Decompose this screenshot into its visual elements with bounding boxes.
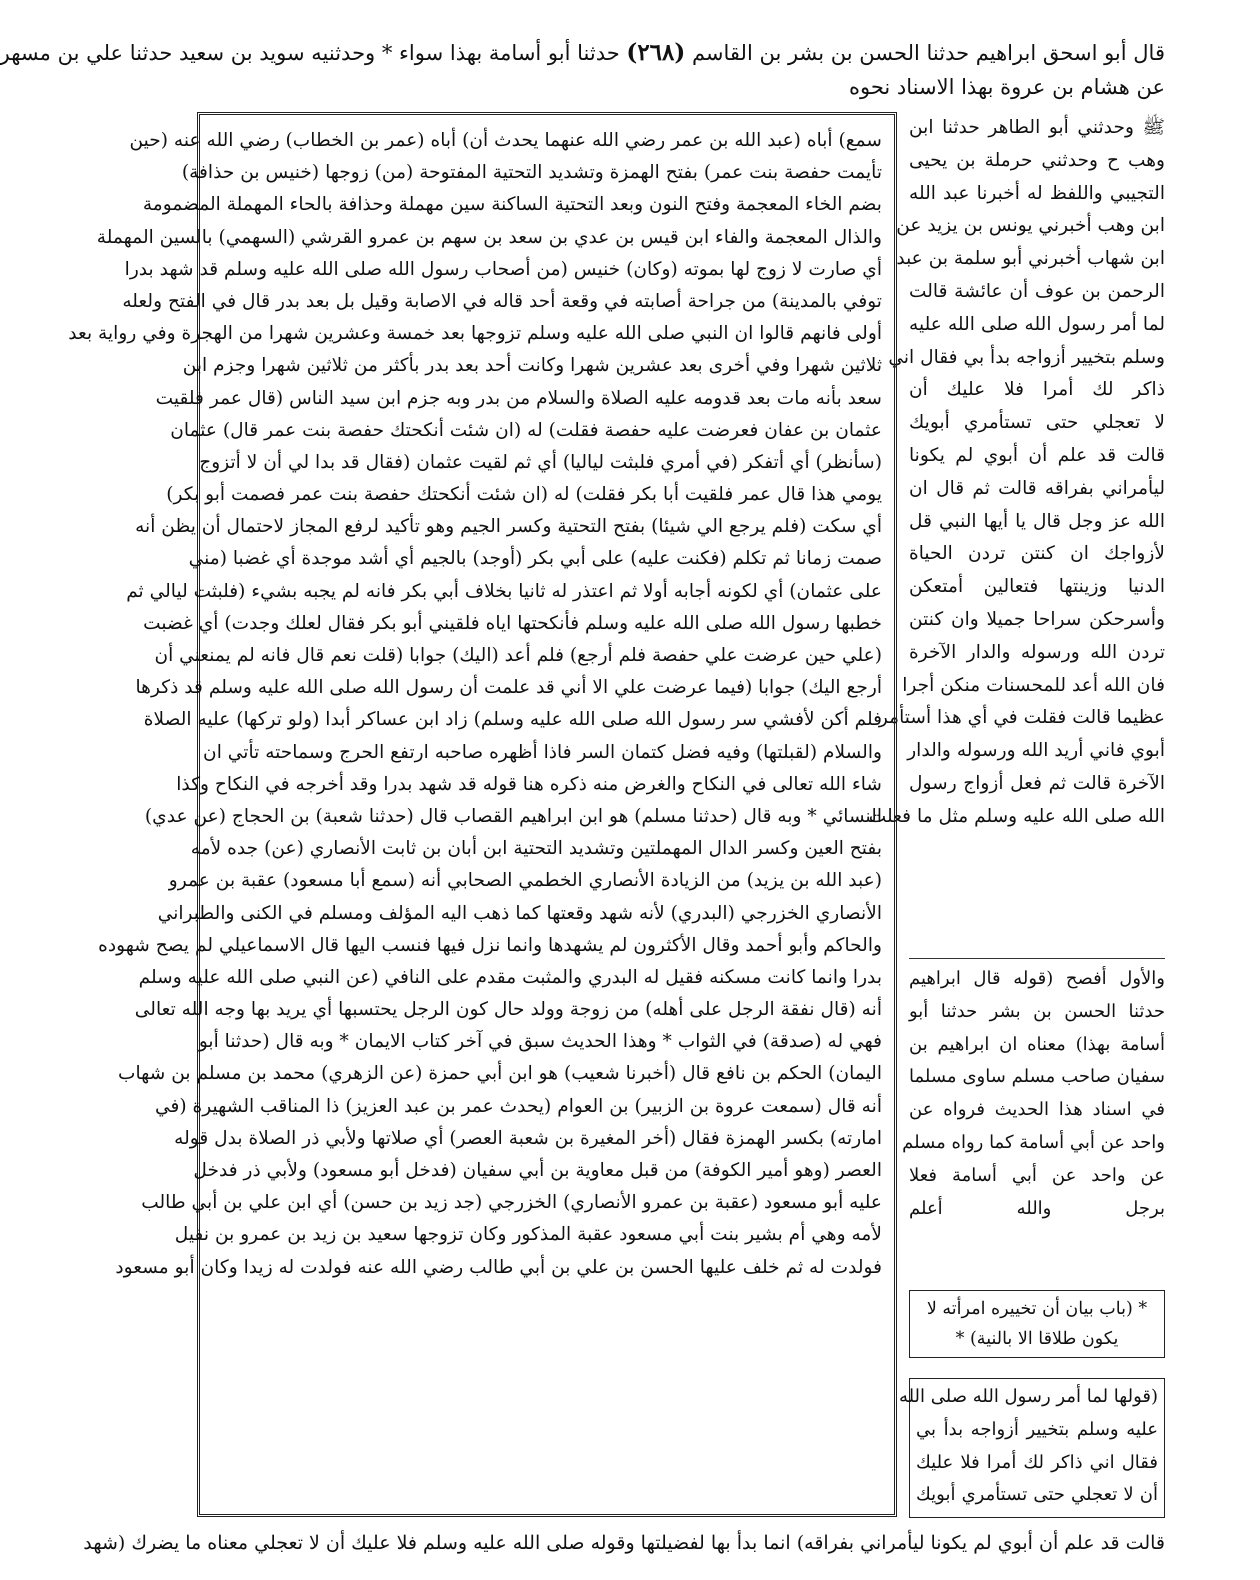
commentary-line: ثلاثين شهرا وفي أخرى بعد عشرين شهرا وكانت أحد بعد بدر بأكثر من ثلاثين شهرا وجزم ابن	[182, 355, 882, 377]
commentary-line: أرجع اليك) جوابا (فيما عرضت علي الا أني قد علمت أن رسول الله صلى الله عليه وسلم قد ذكرها	[135, 677, 882, 699]
commentary-line	[212, 1284, 882, 1316]
matn-line: فقال اني ذاكر لك أمرا فلا عليك	[916, 1451, 1158, 1473]
matn-line: في اسناد هذا الحديث فرواه عن	[909, 1099, 1165, 1121]
matn-line: أبوي فاني أريد الله ورسوله والدار	[907, 740, 1165, 762]
matn-line: وسلم بتخيير أزواجه بدأ بي فقال اني	[888, 346, 1165, 368]
matn-line: حدثنا الحسن بن بشر حدثنا أبو	[909, 1000, 1165, 1022]
commentary-line: العصر (وهو أمير الكوفة) من قبل معاوية بن أبي سفيان (فدخل أبو مسعود) ولأبي ذر فدخل	[193, 1160, 882, 1181]
commentary-line: شاء الله تعالى في النكاح والغرض منه ذكره هنا قوله قد شهد بدرا وقد أخرجه في النكاح وكذا	[176, 773, 882, 795]
commentary-line: سمع) أباه (عبد الله بن عمر رضي الله عنهما يحدث أن) أباه (عمر بن الخطاب) رضي الله عنه (حين	[129, 130, 882, 151]
matn-line: الدنيا وزينتها فتعالين أمتعكن	[909, 576, 1165, 598]
commentary-line: بضم الخاء المعجمة وفتح النون وبعد التحتية الساكنة سين مهملة وحذافة بالحاء المهملة المضمومة	[142, 194, 882, 216]
commentary-line: على عثمان) أي لكونه أجابه أولا ثم اعتذر له ثانيا بخلاف أبي بكر فانه لم يجبه بشيء (فلبثت ليالي ثم	[126, 580, 882, 602]
matn-line: (قولها لما أمر رسول الله صلى الله	[898, 1386, 1158, 1407]
commentary-line: والحاكم وأبو أحمد وقال الأكثرون لم يشهدها وانما نزل فيها فنسب اليها قال الاسماعيلي لم يصح شهوده	[98, 934, 882, 956]
matn-line: لا تعجلي حتى تستأمري أبويك	[909, 412, 1165, 434]
commentary-line: فهي له (صدقة) في الثواب * وهذا الحديث سبق في آخر كتاب الايمان * وبه قال (حدثنا أبو	[198, 1031, 882, 1053]
commentary-line: (سأنظر) أي أتفكر (في أمري فلبثت لياليا) أي ثم لقيت عثمان (فقال قد بدا لي أن لا أتزوج	[199, 451, 882, 473]
commentary-line: النسائي * وبه قال (حدثنا مسلم) هو ابن ابراهيم القصاب قال (حدثنا شعبة) بن الحجاج (عن عدي)	[144, 805, 882, 827]
commentary-line: عليه أبو مسعود (عقبة بن عمرو الأنصاري) الخزرجي (جد زيد بن حسن) أي ابن علي بن أبي طالب	[141, 1192, 882, 1214]
commentary-line: (علي حين عرضت علي حفصة فلم أرجع) فلم أعد (اليك) جوابا (قلت نعم قال فانه لم يمنعني أن	[154, 645, 882, 666]
commentary-line: توفي بالمدينة) من جراحة أصابته في وقعة أحد قاله في الاصابة وقيل بل بعد بدر قال في الفتح ولعله	[122, 290, 882, 312]
matn-line: الآخرة قالت ثم فعل أزواج رسول	[909, 772, 1165, 794]
matn-line: سفيان صاحب مسلم ساوى مسلما	[909, 1066, 1165, 1088]
commentary-line: عثمان بن عفان فعرضت عليه حفصة فقلت) له (ان شئت أنكحتك حفصة بنت عمر قال) عثمان	[170, 419, 882, 441]
commentary-line: سعد بأنه مات بعد قدومه عليه الصلاة والسلام من بدر وبه جزم ابن سيد الناس (قال عمر فلقيت	[155, 387, 882, 409]
matn-line: أن لا تعجلي حتى تستأمري أبويك	[916, 1484, 1158, 1506]
commentary-line: صمت زمانا ثم تكلم (فكنت عليه) على أبي بكر (أوجد) بالجيم أي أشد موجدة أي غضبا (مني	[188, 548, 882, 570]
matn-line: لأزواجك ان كنتن تردن الحياة	[909, 543, 1165, 565]
matn-line: فان الله أعد للمحسنات منكن أجرا	[902, 674, 1165, 696]
commentary-line: (عبد الله بن يزيد) من الزيادة الأنصاري الخطمي الصحابي أنه (سمع أبا مسعود) عقبة بن عمرو	[168, 870, 882, 892]
matn-line: الله عز وجل قال يا أيها النبي قل	[909, 510, 1165, 532]
commentary-line: الأنصاري الخزرجي (البدري) لأنه شهد وقعتها كما ذهب اليه المؤلف ومسلم في الكنى والطبراني	[157, 902, 882, 924]
header-line	[0, 38, 1165, 68]
footer-line: قالت قد علم أن أبوي لم يكونا ليأمراني بفراقه) انما بدأ بها لفضيلتها وقوله صلى الله عليه وسلم فلا عليك أن لا تعجلي معناه ما يضرك (شهد	[83, 1532, 1165, 1554]
commentary-line: فولدت له ثم خلف عليها الحسن بن علي بن أبي طالب رضي الله عنه فولدت له زيدا وكان أبو مسعود	[115, 1256, 882, 1278]
commentary-line: والسلام (لقبلتها) وفيه فضل كتمان السر فاذا أظهره صاحبه ارتفع الحرج وسماحته تأتي ان	[203, 741, 882, 763]
matn-line: عن واحد عن أبي أسامة فعلا	[909, 1164, 1165, 1186]
matn-line: ذاكر لك أمرا فلا عليك أن	[909, 379, 1165, 401]
commentary-frame	[68, 112, 897, 1517]
matn-line: ليأمراني بفراقه قالت ثم قال ان	[909, 477, 1165, 499]
commentary-line: والذال المعجمة والفاء ابن قيس بن عدي بن سعد بن سهم بن عمرو القرشي (السهمي) بالسين المهملة	[96, 226, 882, 248]
header-left-text: قال أبو اسحق ابراهيم حدثنا الحسن بن بشر بن القاسم	[691, 41, 1165, 65]
commentary-line: اليمان) الحكم بن نافع قال (أخبرنا شعيب) هو ابن أبي حمزة (عن الزهري) محمد بن مسلم بن شهاب	[117, 1063, 882, 1085]
commentary-line: لأمه وهي أم بشير بنت أبي مسعود عقبة المذكور وكان تزوجها سعيد بن زيد بن عمرو بن نفيل	[174, 1224, 882, 1246]
matn-column	[868, 112, 1165, 942]
matn-line: ابن وهب أخبرني يونس بن يزيد عن	[896, 215, 1165, 237]
page-number: (٢٦٨)	[626, 39, 686, 66]
commentary-line: أي صارت لا زوج لها بموته (وكان) خنيس (من أصحاب رسول الله صلى الله عليه وسلم قد شهد بدرا	[124, 258, 882, 280]
commentary-line: يومي هذا قال عمر فلقيت أبا بكر فقلت) له (ان شئت أنكحتك حفصة بنت عمر فصمت أبو بكر)	[166, 484, 882, 506]
matn-line: وهب ح وحدثني حرملة بن يحيى	[909, 149, 1165, 171]
matn-line: الرحمن بن عوف أن عائشة قالت	[909, 280, 1165, 302]
matn-commentary-box-2	[898, 1378, 1165, 1518]
commentary-line: بفتح العين وكسر الدال المهملتين وتشديد التحتية ابن أبان بن ثابت الأنصاري (عن) جده لأمه	[190, 838, 882, 860]
chapter-title: * (باب بيان أن تخييره امرأته لا يكون طلاقا الا بالنية) *	[909, 1290, 1165, 1358]
matn-line: وأسرحكن سراحا جميلا وان كنتن	[909, 608, 1165, 630]
matn-line: ابن شهاب أخبرني أبو سلمة بن عبد	[896, 248, 1165, 270]
matn-commentary-box	[902, 958, 1165, 1263]
matn-line: تردن الله ورسوله والدار الآخرة	[909, 641, 1165, 663]
matn-line: برجل والله أعلم	[909, 1197, 1165, 1219]
matn-line: عليه وسلم بتخيير أزواجه بدأ بي	[916, 1418, 1158, 1440]
commentary-line: أي سكت (فلم يرجع الي شيئا) بفتح التحتية وكسر الجيم وهو تأكيد لرفع المجاز لاحتمال أن يظن أنه	[135, 516, 882, 538]
commentary-line: أنه (قال نفقة الرجل على أهله) من زوجة وولد حال كون الرجل يحتسبها أي يريد بها وجه الله تعالى	[134, 999, 882, 1021]
matn-line: ﷺ وحدثني أبو الطاهر حدثنا ابن	[909, 117, 1165, 138]
commentary-line: امارته) بكسر الهمزة فقال (أخر المغيرة بن شعبة العصر) أي صلاتها ولأبي ذر الصلاة بدل قوله	[174, 1127, 882, 1149]
matn-line: واحد عن أبي أسامة كما رواه مسلم	[902, 1131, 1165, 1153]
matn-line: قالت قد علم أن أبوي لم يكونا	[909, 444, 1165, 466]
header-right-text: حدثنا أبو أسامة بهذا سواء * وحدثنيه سويد بن سعيد حدثنا علي بن مسهر	[0, 41, 620, 65]
header-sub-line: عن هشام بن عروة بهذا الاسناد نحوه	[849, 75, 1165, 99]
commentary-line: خطبها رسول الله صلى الله عليه وسلم فأنكحتها اياه فلقيني أبو بكر فقال لعلك وجدت) أي غضبت	[143, 612, 882, 634]
commentary-line: تأيمت حفصة بنت عمر) بفتح الهمزة وتشديد التحتية المفتوحة (من) زوجها (خنيس بن حذافة)	[181, 162, 882, 184]
commentary-line: أنه قال (سمعت عروة بن الزبير) بن العوام (يحدث عمر بن عبد العزيز) ذا المناقب الشهيرة (في	[155, 1095, 882, 1117]
commentary-line: أولى فانهم قالوا ان النبي صلى الله عليه وسلم تزوجها بعد خمسة وعشرين شهرا من الهجرة وفي رواية بعد	[68, 323, 882, 345]
matn-line: لما أمر رسول الله صلى الله عليه	[909, 313, 1165, 335]
commentary-line: فلم أكن لأفشي سر رسول الله صلى الله عليه وسلم) زاد ابن عساكر أبدا (ولو تركها) عليه الصلاة	[143, 709, 882, 731]
matn-line: التجيبي واللفظ له أخبرنا عبد الله	[909, 182, 1165, 204]
matn-line: والأول أفصح (قوله قال ابراهيم	[909, 968, 1165, 989]
matn-line: أسامة بهذا) معناه ان ابراهيم بن	[909, 1033, 1165, 1055]
commentary-line: بدرا وانما كانت مسكنه فقيل له البدري والمثبت مقدم على النافي (عن النبي صلى الله عليه وسلم	[138, 966, 882, 988]
matn-line: الله صلى الله عليه وسلم مثل ما فعلت	[868, 805, 1165, 827]
matn-line: عظيما قالت فقلت في أي هذا أستأمر	[878, 707, 1165, 729]
